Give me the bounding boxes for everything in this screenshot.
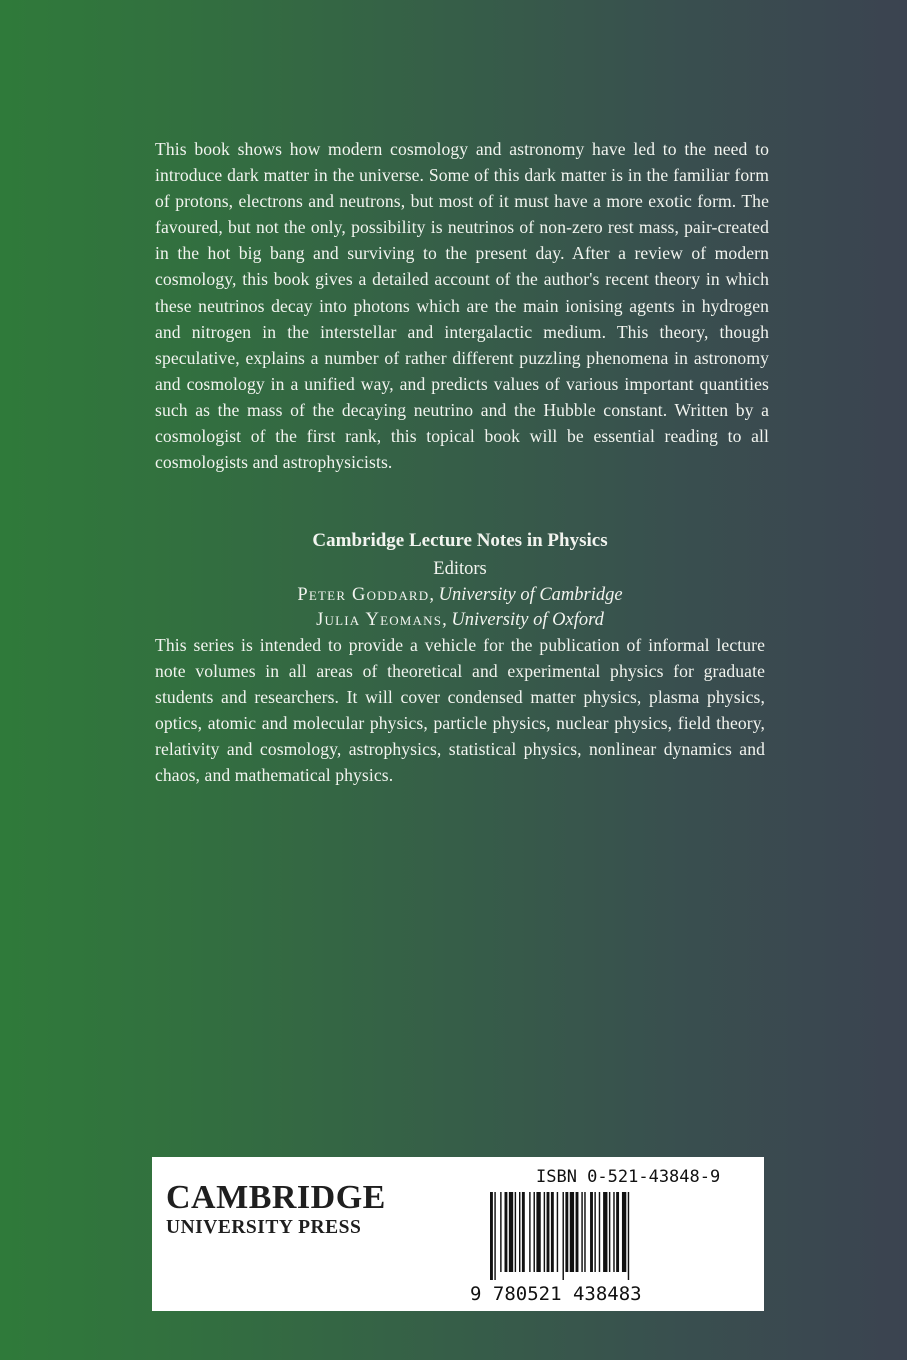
barcode-bar [547,1192,550,1272]
barcode-bar [628,1192,629,1280]
barcode-bar [609,1192,610,1272]
barcode-bar [570,1192,574,1272]
barcode-bar [536,1192,540,1272]
barcode-bar [557,1192,558,1272]
barcode-bar [534,1192,535,1272]
editor-separator: , [429,585,439,605]
barcode-bar [613,1192,614,1272]
barcode-bar [529,1192,530,1272]
book-description: This book shows how modern cosmology and astronomy have led to the need to introduce dark matter in the universe. Some of this dark matter is in the familiar form of protons, electrons and neutrons, but most of it must have a more exotic form. The favoured, but not the only, possibility is neutrinos of non-zero rest mass, pair-created in the hot big bang and surviving to the present day. After a review of modern cosmology, this book gives a detailed account of the author's recent theory in which these neutrinos decay into photons which are the main ionising agents in hydrogen and nitrogen in the interstellar and intergalactic medium. This theory, though speculative, explains a number of rather different puzzling phenomena in astronomy and cosmology in a unified way, and predicts values of various important quantities such as the mass of the decaying neutrino and the Hubble constant. Written by a cosmologist of the first rank, this topical book will be essential reading to all cosmologists and astrophysicists. [155,139,769,473]
barcode-bar [544,1192,545,1272]
editor-affiliation: University of Cambridge [438,585,623,605]
publisher-logo [166,1179,416,1239]
editor-name: Julia Yeomans [316,610,443,630]
barcode-bars [490,1192,752,1280]
barcode-bar [494,1192,495,1280]
barcode-bar [522,1192,525,1272]
isbn-label: ISBN 0-521-43848-9 [536,1167,721,1187]
barcode-bar [594,1192,595,1272]
barcode-bar [622,1192,626,1272]
publisher-name: CAMBRIDGE [166,1179,386,1216]
editor-entry [155,607,765,633]
barcode-bar [590,1192,593,1272]
editor-name: Peter Goddard [297,585,430,605]
barcode-bar [584,1192,585,1272]
editor-separator: , [442,610,452,630]
editors-heading: Editors [433,559,487,579]
barcode-bar [563,1192,564,1280]
barcode-bar [515,1192,516,1272]
series-title: Cambridge Lecture Notes in Physics [312,530,608,551]
editor-affiliation: University of Oxford [451,610,604,630]
barcode-bar [519,1192,520,1272]
editor-entry [155,582,765,608]
barcode-bar [551,1192,554,1272]
barcode-digits: 9 780521 438483 [470,1283,642,1305]
barcode-bar [505,1192,508,1272]
barcode-bar [500,1192,501,1272]
barcode-bar [603,1192,607,1272]
series-description: This series is intended to provide a vehicle for the publication of informal lecture note volumes in all areas of theoretical and experimental physics for graduate students and researchers. It will cover condensed matter physics, plasma physics, optics, atomic and molecular physics, particle physics, nuclear physics, field theory, relativity and cosmology, astrophysics, statistical physics, nonlinear dynamics and chaos, and mathematical physics. [155,635,765,786]
barcode-bar [565,1192,568,1272]
barcode-bar [576,1192,579,1272]
barcode-bar [581,1192,582,1272]
barcode [464,1167,752,1307]
barcode-bar [490,1192,493,1280]
barcode-bar [599,1192,600,1272]
imprint-panel [152,1157,764,1311]
barcode-bar [509,1192,513,1272]
publisher-subname: UNIVERSITY PRESS [166,1217,362,1238]
barcode-bar [616,1192,619,1272]
